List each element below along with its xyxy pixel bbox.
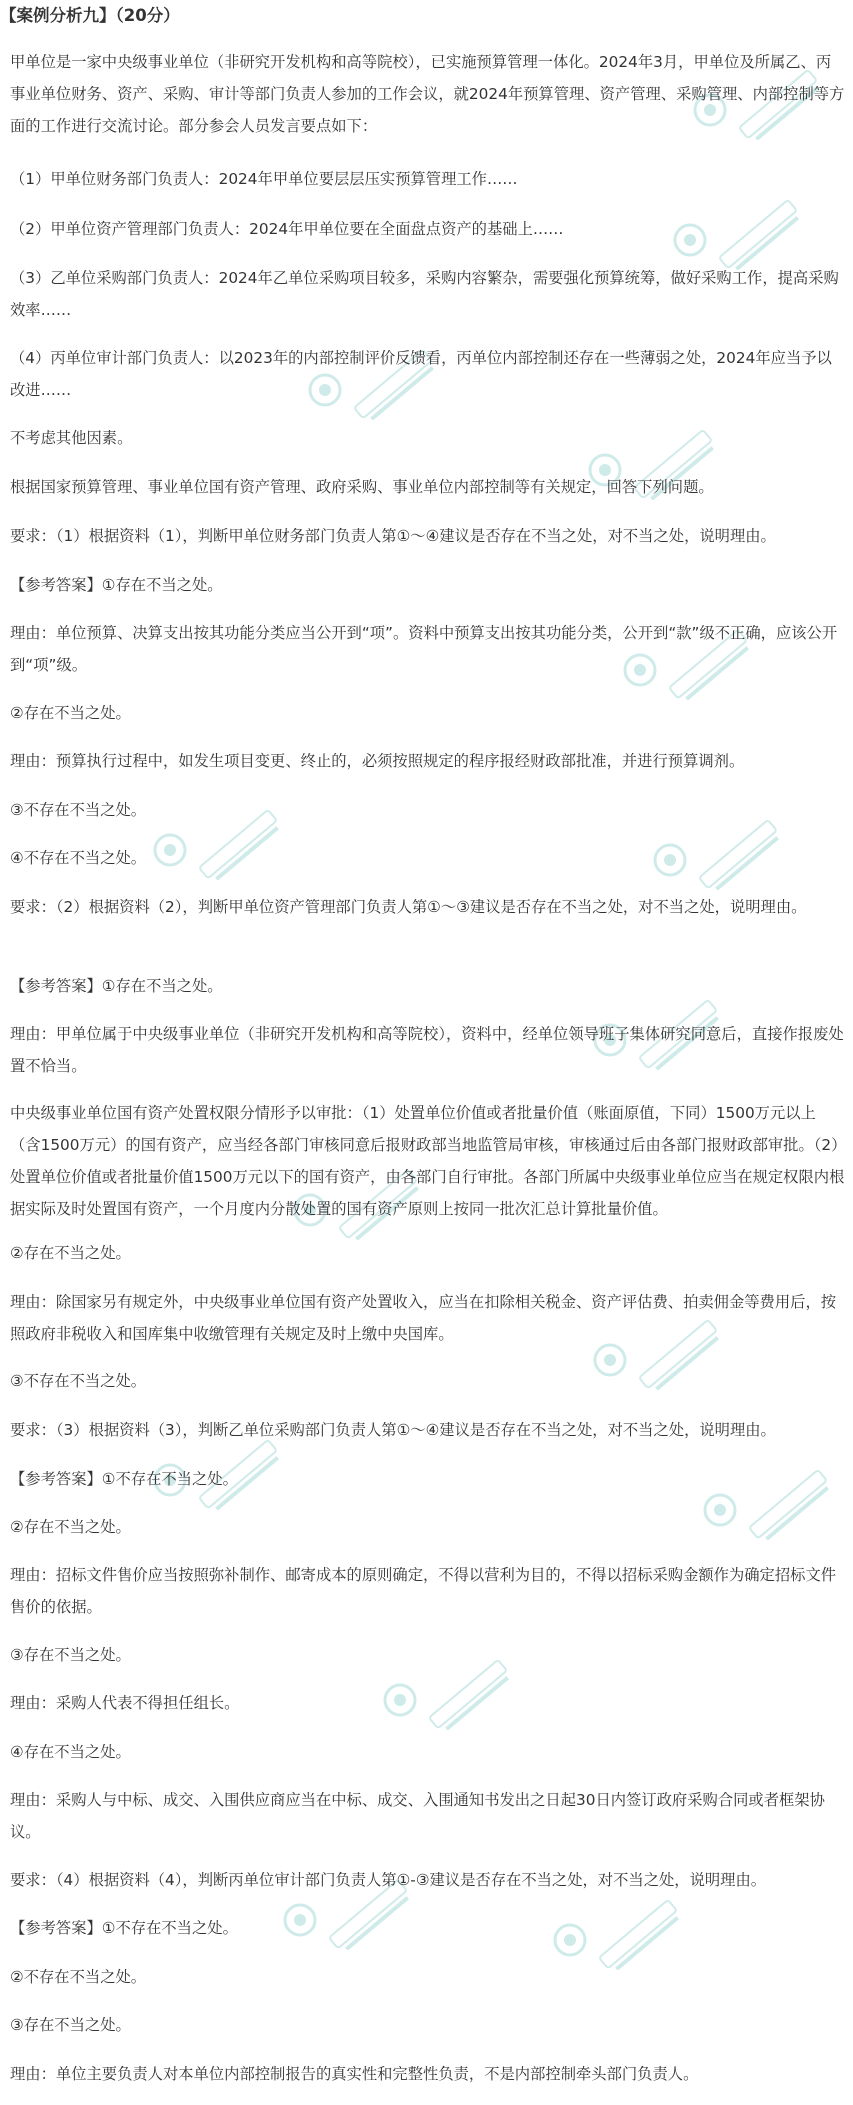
answer-item: ③存在不当之处。: [10, 1646, 131, 1664]
reason-paragraph: 理由：预算执行过程中，如发生项目变更、终止的，必须按照规定的程序报经财政部批准，并进行预算调剂。: [10, 752, 745, 770]
requirement-3: 要求：（3）根据资料（3），判断乙单位采购部门负责人第①～④建议是否存在不当之处，对不当之处，说明理由。: [10, 1421, 776, 1439]
reason-paragraph: 理由：单位预算、决算支出按其功能分类应当公开到“项”。资料中预算支出按其功能分类，公开到“款”级不正确，应该公开到“项”级。: [10, 624, 838, 674]
speaker-statement-3: （3）乙单位采购部门负责人：2024年乙单位采购项目较多，采购内容繁杂，需要强化预算统筹，做好采购工作，提高采购效率……: [10, 269, 839, 319]
requirement-4: 要求：（4）根据资料（4），判断丙单位审计部门负责人第①-③建议是否存在不当之处，对不当之处，说明理由。: [10, 1871, 767, 1889]
explanation-paragraph: 中央级事业单位国有资产处置权限分情形予以审批：（1）处置单位价值或者批量价值（账面原值，下同）1500万元以上（含1500万元）的国有资产，应当经各部门审核同意后报财政部当地监管局审核，审核通过后由各部门报财政部审批。（2）处置单位价值或者批量价值1500万元以下的国有资产，由各部门自行审批。各部门所属中央级事业单位应当在规定权限内根据实际及时处置国有资产，一个月度内分散处置的国有资产原则上按同一批次汇总计算批量价值。: [10, 1104, 845, 1218]
answer-item: ③存在不当之处。: [10, 2016, 131, 2034]
answer-item: ③不存在不当之处。: [10, 1372, 147, 1390]
answer-item: ④存在不当之处。: [10, 1743, 131, 1761]
speaker-statement-2: （2）甲单位资产管理部门负责人：2024年甲单位要在全面盘点资产的基础上……: [10, 220, 564, 238]
answer-heading: 【参考答案】①不存在不当之处。: [10, 1919, 238, 1937]
reason-paragraph: 理由：招标文件售价应当按照弥补制作、邮寄成本的原则确定，不得以营利为目的，不得以招标采购金额作为确定招标文件售价的依据。: [10, 1566, 837, 1616]
answer-item: ②存在不当之处。: [10, 1244, 131, 1262]
reason-paragraph: 理由：单位主要负责人对本单位内部控制报告的真实性和完整性负责，不是内部控制牵头部门负责人。: [10, 2065, 699, 2083]
instruction-paragraph: 根据国家预算管理、事业单位国有资产管理、政府采购、事业单位内部控制等有关规定，回答下列问题。: [10, 478, 714, 496]
reason-paragraph: 理由：采购人与中标、成交、入围供应商应当在中标、成交、入围通知书发出之日起30日内签订政府采购合同或者框架协议。: [10, 1791, 825, 1841]
reason-paragraph: 理由：甲单位属于中央级事业单位（非研究开发机构和高等院校），资料中，经单位领导班子集体研究同意后，直接作报废处置不恰当。: [10, 1025, 844, 1075]
answer-item: ②存在不当之处。: [10, 1518, 131, 1536]
intro-paragraph: 甲单位是一家中央级事业单位（非研究开发机构和高等院校），已实施预算管理一体化。2024年3月，甲单位及所属乙、丙事业单位财务、资产、采购、审计等部门负责人参加的工作会议，就2024年预算管理、资产管理、采购管理、内部控制等方面的工作进行交流讨论。部分参会人员发言要点如下：: [10, 53, 845, 135]
answer-item: ②不存在不当之处。: [10, 1968, 147, 1986]
answer-heading: 【参考答案】①不存在不当之处。: [10, 1470, 238, 1488]
answer-heading: 【参考答案】①存在不当之处。: [10, 576, 223, 594]
answer-heading: 【参考答案】①存在不当之处。: [10, 977, 223, 995]
note-paragraph: 不考虑其他因素。: [10, 429, 133, 447]
reason-paragraph: 理由：除国家另有规定外，中央级事业单位国有资产处置收入，应当在扣除相关税金、资产评估费、拍卖佣金等费用后，按照政府非税收入和国库集中收缴管理有关规定及时上缴中央国库。: [10, 1293, 837, 1343]
reason-paragraph: 理由：采购人代表不得担任组长。: [10, 1694, 240, 1712]
case-title: 【案例分析九】（20分）: [0, 6, 180, 25]
requirement-1: 要求：（1）根据资料（1），判断甲单位财务部门负责人第①～④建议是否存在不当之处，对不当之处，说明理由。: [10, 527, 776, 545]
answer-item: ③不存在不当之处。: [10, 801, 147, 819]
answer-item: ②存在不当之处。: [10, 704, 131, 722]
requirement-2: 要求：（2）根据资料（2），判断甲单位资产管理部门负责人第①～③建议是否存在不当之处，对不当之处，说明理由。: [10, 898, 807, 916]
speaker-statement-1: （1）甲单位财务部门负责人：2024年甲单位要层层压实预算管理工作……: [10, 170, 518, 188]
speaker-statement-4: （4）丙单位审计部门负责人：以2023年的内部控制评价反馈看，丙单位内部控制还存在一些薄弱之处，2024年应当予以改进……: [10, 349, 832, 399]
answer-item: ④不存在不当之处。: [10, 849, 147, 867]
